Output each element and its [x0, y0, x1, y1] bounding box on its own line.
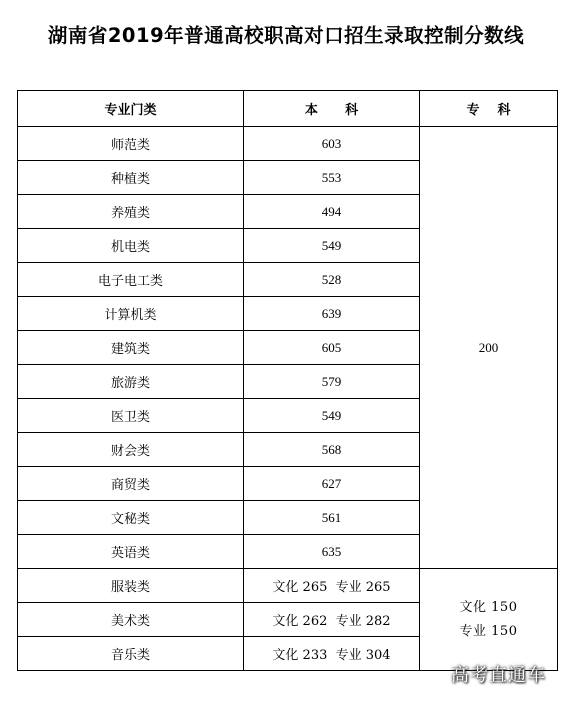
category-cell: 商贸类 [18, 467, 244, 501]
benke-score-cell: 549 [244, 229, 420, 263]
category-cell: 师范类 [18, 127, 244, 161]
benke-score-cell: 605 [244, 331, 420, 365]
category-cell: 建筑类 [18, 331, 244, 365]
benke-score-cell: 568 [244, 433, 420, 467]
benke-score-cell: 579 [244, 365, 420, 399]
benke-score-cell: 639 [244, 297, 420, 331]
category-cell: 电子电工类 [18, 263, 244, 297]
header-benke: 本 科 [244, 91, 420, 127]
category-cell: 机电类 [18, 229, 244, 263]
header-zhuanke: 专 科 [420, 91, 558, 127]
benke-score-cell: 528 [244, 263, 420, 297]
benke-score-cell: 603 [244, 127, 420, 161]
zhuanke-general-score: 200 [420, 127, 558, 569]
watermark: 高考直通车 [451, 665, 546, 686]
category-cell: 财会类 [18, 433, 244, 467]
table-row [18, 127, 558, 161]
benke-score-cell: 561 [244, 501, 420, 535]
benke-art-score-cell: 文化 265 专业 265 [244, 569, 420, 603]
benke-score-cell: 494 [244, 195, 420, 229]
score-table [17, 90, 558, 671]
benke-score-cell: 627 [244, 467, 420, 501]
zhuanke-art-culture: 文化 150 [459, 599, 518, 615]
category-cell: 计算机类 [18, 297, 244, 331]
benke-score-cell: 635 [244, 535, 420, 569]
category-cell: 文秘类 [18, 501, 244, 535]
benke-score-cell: 553 [244, 161, 420, 195]
zhuanke-art-major: 专业 150 [459, 623, 518, 639]
page-title: 湖南省2019年普通高校职高对口招生录取控制分数线 [47, 24, 525, 47]
table-header-row [18, 91, 558, 127]
zhuanke-art-score [420, 569, 558, 671]
category-cell: 音乐类 [18, 637, 244, 671]
benke-score-cell: 549 [244, 399, 420, 433]
category-cell: 旅游类 [18, 365, 244, 399]
category-cell: 英语类 [18, 535, 244, 569]
benke-art-score-cell: 文化 262 专业 282 [244, 603, 420, 637]
header-category: 专业门类 [18, 91, 244, 127]
category-cell: 医卫类 [18, 399, 244, 433]
category-cell: 美术类 [18, 603, 244, 637]
category-cell: 种植类 [18, 161, 244, 195]
benke-art-score-cell: 文化 233 专业 304 [244, 637, 420, 671]
table-row [18, 569, 558, 603]
category-cell: 服装类 [18, 569, 244, 603]
category-cell: 养殖类 [18, 195, 244, 229]
